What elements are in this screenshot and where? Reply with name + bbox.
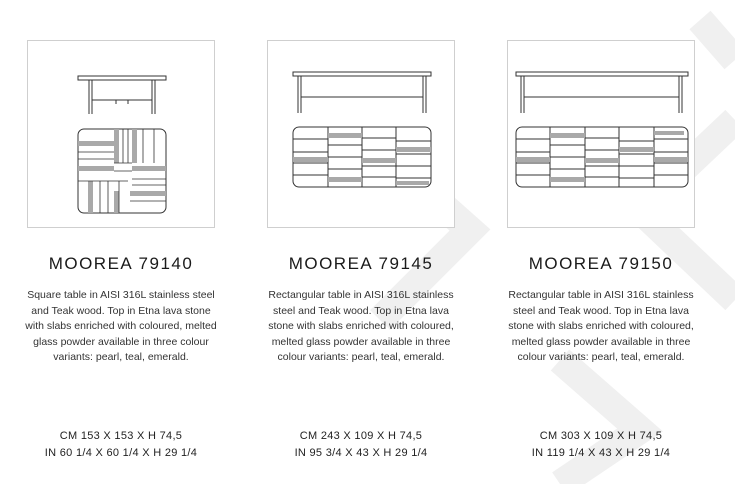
product-title: MOOREA 79150 — [528, 254, 674, 273]
product-description: Square table in AISI 316L stainless steel and Teak wood. Top in Etna lava stone with slabs enriched with coloured, melted glass powder available in three colour variants: pearl, teal, emerald. — [25, 289, 217, 363]
product-image-79150 — [507, 40, 695, 228]
dimension-cm: CM 243 X 109 X H 74,5 — [299, 430, 423, 442]
product-info-79140 — [21, 250, 221, 366]
dimension-in: IN 60 1/4 X 60 1/4 X H 29 1/4 — [44, 447, 198, 459]
product-dimensions-79140 — [21, 428, 221, 462]
dimension-in: IN 95 3/4 X 43 X H 29 1/4 — [294, 447, 428, 459]
product-info-79150 — [501, 250, 701, 366]
product-image-79145 — [267, 40, 455, 228]
dimension-cm: CM 153 X 153 X H 74,5 — [59, 430, 183, 442]
table-drawing-79140 — [28, 41, 216, 229]
product-info-79145 — [261, 250, 461, 366]
product-dimensions-79145 — [261, 428, 461, 462]
table-drawing-79150 — [508, 41, 696, 229]
product-title: MOOREA 79145 — [288, 254, 434, 273]
product-dimensions-79150 — [501, 428, 701, 462]
product-image-79140 — [27, 40, 215, 228]
product-title: MOOREA 79140 — [48, 254, 194, 273]
table-drawing-79145 — [268, 41, 456, 229]
product-description: Rectangular table in AISI 316L stainless steel and Teak wood. Top in Etna lava stone with slabs enriched with coloured, melted glass powder available in three colour variants: pearl, teal, emerald. — [508, 289, 694, 363]
dimension-cm: CM 303 X 109 X H 74,5 — [539, 430, 663, 442]
dimension-in: IN 119 1/4 X 43 X H 29 1/4 — [531, 447, 671, 459]
product-description: Rectangular table in AISI 316L stainless steel and Teak wood. Top in Etna lava stone with slabs enriched with coloured, melted glass powder available in three colour variants: pearl, teal, emerald. — [268, 289, 454, 363]
